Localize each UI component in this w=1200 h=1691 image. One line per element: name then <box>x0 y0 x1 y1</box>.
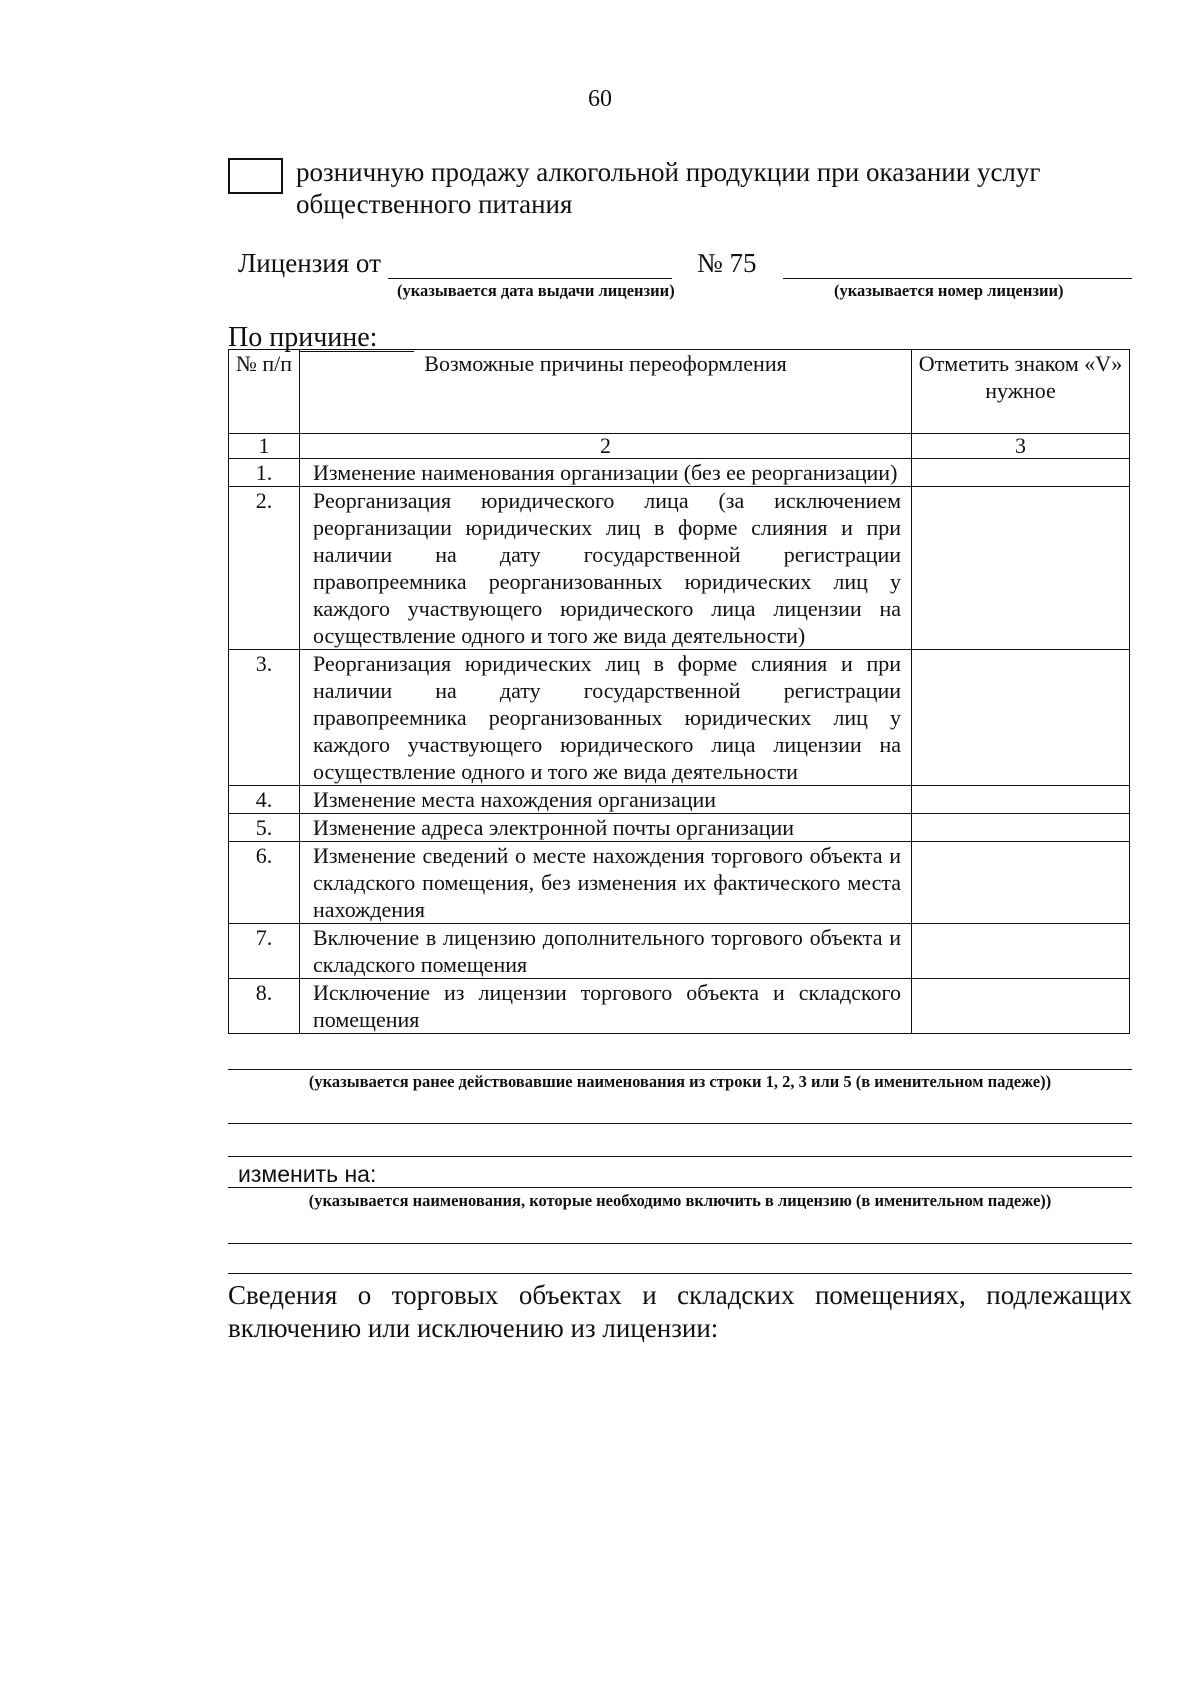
mark-cell[interactable] <box>912 979 1130 1034</box>
row-number: 6. <box>229 842 300 924</box>
table-row <box>229 979 1130 1034</box>
table-row <box>229 924 1130 979</box>
option-checkbox[interactable] <box>228 158 283 194</box>
row-number: 4. <box>229 786 300 814</box>
col-number: 2 <box>300 434 912 459</box>
header-mark: Отметить знаком «V» нужное <box>912 350 1130 434</box>
reason-text: Реорганизация юридических лиц в форме слияния и при наличии на дату государственной регистрации правопреемника реорганизованных юридических лиц у каждого участвующего юридического лица лицензии на осуществление одного и того же вида деятельности <box>300 650 912 786</box>
mark-cell[interactable] <box>912 814 1130 842</box>
new-names-hint: (указывается наименования, которые необходимо включить в лицензию (в именительном падеже)) <box>308 1191 1052 1210</box>
reason-text: Реорганизация юридического лица (за исключением реорганизации юридических лиц в форме слияния и при наличии на дату государственной регистрации правопреемника реорганизованных юридических лиц у каждого участвующего юридического лица лицензии на осуществление одного и того же вида деятельности) <box>300 487 912 650</box>
header-reasons: Возможные причины переоформления <box>300 350 912 434</box>
new-names-line[interactable] <box>228 1243 1132 1244</box>
reason-text: Изменение места нахождения организации <box>300 786 912 814</box>
previous-names-line[interactable] <box>228 1069 1132 1070</box>
row-number: 5. <box>229 814 300 842</box>
previous-names-line[interactable] <box>228 1123 1132 1124</box>
reasons-table <box>228 349 1130 1034</box>
table-row <box>229 814 1130 842</box>
mark-cell[interactable] <box>912 842 1130 924</box>
column-number-row <box>229 434 1130 459</box>
mark-cell[interactable] <box>912 650 1130 786</box>
final-text: Сведения о торговых объектах и складских помещениях, подлежащих включению или исключению из лицензии: <box>228 1280 1132 1343</box>
reason-text: Изменение адреса электронной почты организации <box>300 814 912 842</box>
license-label: Лицензия от <box>238 248 381 278</box>
table-row <box>229 650 1130 786</box>
table-row <box>229 459 1130 487</box>
col-number: 1 <box>229 434 300 459</box>
row-number: 3. <box>229 650 300 786</box>
license-date-field[interactable] <box>388 278 672 279</box>
page-number: 60 <box>588 86 612 112</box>
row-number: 2. <box>229 487 300 650</box>
previous-names-line[interactable] <box>228 1156 1132 1157</box>
license-date-hint: (указывается дата выдачи лицензии) <box>397 281 675 300</box>
reason-text: Изменение наименования организации (без ее реорганизации) <box>300 459 912 487</box>
mark-cell[interactable] <box>912 786 1130 814</box>
license-number-field[interactable] <box>783 278 1132 279</box>
new-names-line[interactable] <box>228 1273 1132 1274</box>
table-row <box>229 786 1130 814</box>
row-number: 7. <box>229 924 300 979</box>
reason-text: Исключение из лицензии торгового объекта и складского помещения <box>300 979 912 1034</box>
change-to-label: изменить на: <box>238 1161 377 1187</box>
row-number: 1. <box>229 459 300 487</box>
col-number: 3 <box>912 434 1130 459</box>
reason-text: Изменение сведений о месте нахождения торгового объекта и складского помещения, без изменения их фактического места нахождения <box>300 842 912 924</box>
reason-text: Включение в лицензию дополнительного торгового объекта и складского помещения <box>300 924 912 979</box>
mark-cell[interactable] <box>912 459 1130 487</box>
table-row <box>229 842 1130 924</box>
license-number-label: № 75 <box>697 248 757 278</box>
mark-cell[interactable] <box>912 487 1130 650</box>
new-names-line[interactable] <box>228 1187 1132 1188</box>
table-row <box>229 487 1130 650</box>
license-number-hint: (указывается номер лицензии) <box>834 281 1064 300</box>
row-number: 8. <box>229 979 300 1034</box>
mark-cell[interactable] <box>912 924 1130 979</box>
header-num: № п/п <box>229 350 300 434</box>
table-header-row <box>229 350 1130 434</box>
previous-names-hint: (указывается ранее действовавшие наименования из строки 1, 2, 3 или 5 (в именительном падеже)) <box>308 1072 1052 1091</box>
reason-label: По причине: <box>228 322 378 353</box>
intro-text: розничную продажу алкогольной продукции при оказании услуг общественного питания <box>296 157 1041 219</box>
